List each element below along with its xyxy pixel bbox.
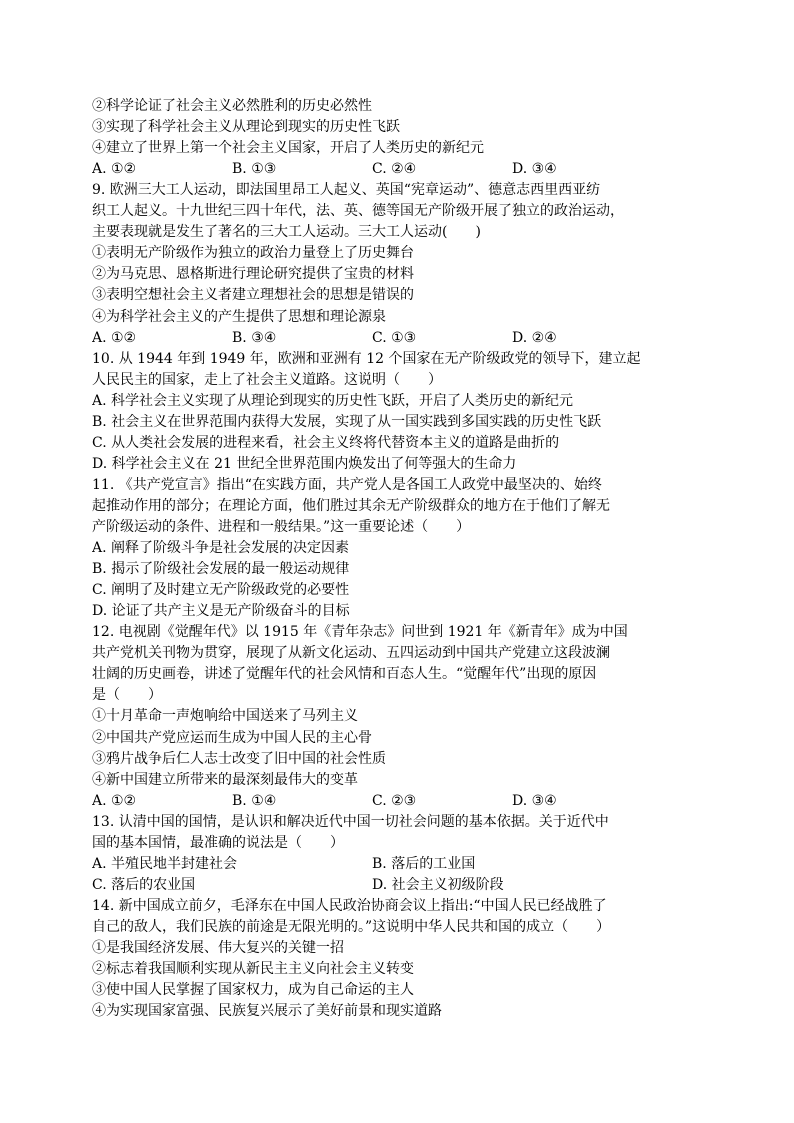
text-line: B. 社会主义在世界范围内获得大发展，实现了从一国实践到多国实践的历史性飞跃 [92, 413, 602, 430]
text-line: ①表明无产阶级作为独立的政治力量登上了历史舞台 [92, 245, 414, 262]
text-line: 织工人起义。十九世纪三四十年代，法、英、德等国无产阶级开展了独立的政治运动， [92, 203, 624, 220]
text-line: C. 阐明了及时建立无产阶级政党的必要性 [92, 582, 350, 599]
text-line: D. 论证了共产主义是无产阶级奋斗的目标 [92, 603, 350, 620]
answer-option: B. ③④ [232, 329, 277, 346]
text-line: A. 阐释了阶级斗争是社会发展的决定因素 [92, 540, 350, 557]
text-line: 12. 电视剧《觉醒年代》以 1915 年《青年杂志》问世到 1921 年《新青年》成为中国 [92, 624, 628, 641]
text-line: 共产党机关刊物为贯穿，展现了从新文化运动、五四运动到中国共产党建立这段波澜 [92, 645, 610, 662]
answer-option: C. ②④ [372, 161, 417, 178]
answer-option: B. ①③ [232, 161, 277, 178]
answer-option: A. ①② [92, 329, 137, 346]
options-row [92, 875, 722, 895]
text-line: 11. 《共产党宣言》指出“在实践方面，共产党人是各国工人政党中最坚决的、始终 [92, 476, 602, 493]
answer-option: C. 落后的农业国 [92, 876, 196, 893]
options-row [92, 328, 722, 348]
options-row [92, 854, 722, 874]
text-line: ④为科学社会主义的产生提供了思想和理论源泉 [92, 308, 386, 325]
options-row [92, 791, 722, 811]
text-line: ②为马克思、恩格斯进行理论研究提供了宝贵的材料 [92, 266, 414, 283]
answer-option: A. 半殖民地半封建社会 [92, 855, 238, 872]
text-line: ③使中国人民掌握了国家权力，成为自己命运的主人 [92, 982, 414, 999]
text-line: 9. 欧洲三大工人运动，即法国里昂工人起义、英国“宪章运动”、德意志西里西亚纺 [92, 182, 601, 199]
text-line: 产阶级运动的条件、进程和一般结果。”这一重要论述（ ） [92, 519, 471, 535]
answer-option: C. ②③ [372, 792, 417, 809]
text-line: 是（ ） [92, 687, 162, 704]
text-line: 壮阔的历史画卷，讲述了觉醒年代的社会风情和百态人生。“觉醒年代”出现的原因 [92, 666, 597, 683]
text-line: A. 科学社会主义实现了从理论到现实的历史性飞跃，开启了人类历史的新纪元 [92, 392, 574, 409]
text-line: 起推动作用的部分；在理论方面，他们胜过其余无产阶级群众的地方在于他们了解无 [92, 497, 610, 514]
text-line: ③表明空想社会主义者建立理想社会的思想是错误的 [92, 287, 414, 304]
answer-option: D. ③④ [512, 161, 557, 178]
answer-option: D. 社会主义初级阶段 [372, 876, 504, 893]
text-line: ④建立了世界上第一个社会主义国家，开启了人类历史的新纪元 [92, 140, 484, 157]
answer-option: D. ②④ [512, 329, 557, 346]
answer-option: B. 落后的工业国 [372, 855, 476, 872]
text-line: ④新中国建立所带来的最深刻最伟大的变革 [92, 771, 358, 788]
text-line: ②中国共产党应运而生成为中国人民的主心骨 [92, 729, 372, 746]
text-line: ②标志着我国顺利实现从新民主主义向社会主义转变 [92, 961, 414, 978]
text-line: ③鸦片战争后仁人志士改变了旧中国的社会性质 [92, 750, 386, 767]
answer-option: D. ③④ [512, 792, 557, 809]
text-line: 人民民主的国家，走上了社会主义道路。这说明（ ） [92, 371, 442, 388]
text-line: 14. 新中国成立前夕，毛泽东在中国人民政治协商会议上指出:“中国人民已经战胜了 [92, 897, 607, 914]
answer-option: C. ①③ [372, 329, 417, 346]
text-line: D. 科学社会主义在 21 世纪全世界范围内焕发出了何等强大的生命力 [92, 455, 517, 472]
answer-option: A. ①② [92, 792, 137, 809]
text-line: 10. 从 1944 年到 1949 年，欧洲和亚洲有 12 个国家在无产阶级政党的领导下，建立起 [92, 350, 641, 367]
answer-option: B. ①④ [232, 792, 277, 809]
text-line: C. 从人类社会发展的进程来看，社会主义终将代替资本主义的道路是曲折的 [92, 434, 560, 451]
text-line: ④为实现国家富强、民族复兴展示了美好前景和现实道路 [92, 1003, 442, 1020]
text-line: 自己的敌人，我们民族的前途是无限光明的。”这说明中华人民共和国的成立（ ） [92, 918, 611, 935]
answer-option: A. ①② [92, 161, 137, 178]
text-line: 13. 认清中国的国情，是认识和解决近代中国一切社会问题的基本依据。关于近代中 [92, 813, 609, 830]
text-line: B. 揭示了阶级社会发展的最一般运动规律 [92, 561, 350, 578]
text-line: ③实现了科学社会主义从理论到现实的历史性飞跃 [92, 119, 400, 136]
text-line: 主要表现就是发生了著名的三大工人运动。三大工人运动( ) [92, 224, 481, 241]
text-line: ①十月革命一声炮响给中国送来了马列主义 [92, 708, 358, 725]
text-line: ①是我国经济发展、伟大复兴的关键一招 [92, 940, 344, 956]
options-row [92, 159, 722, 179]
text-line: ②科学论证了社会主义必然胜利的历史必然性 [92, 98, 372, 114]
text-line: 国的基本国情，最准确的说法是（ ） [92, 834, 344, 851]
